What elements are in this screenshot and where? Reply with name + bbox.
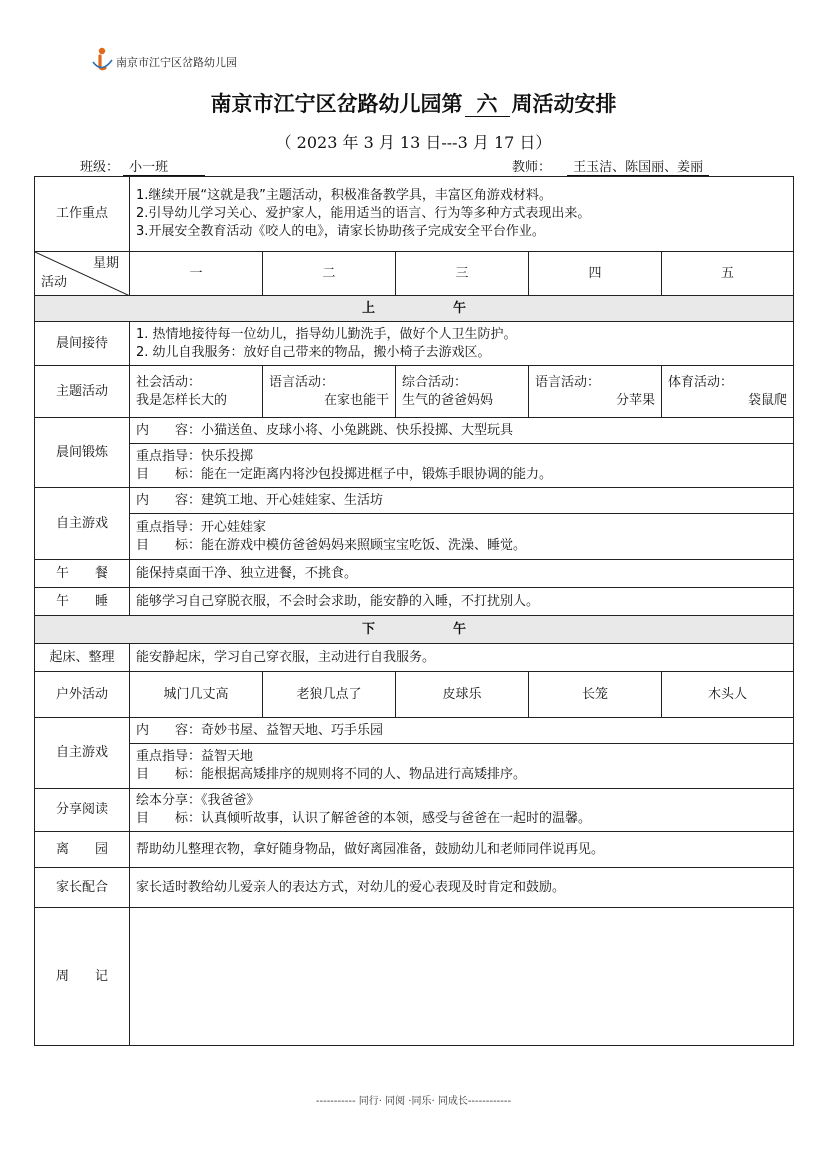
title-prefix: 南京市江宁区岔路幼儿园第 (210, 91, 463, 116)
reading-row (35, 789, 794, 832)
leave-label: 离 园 (35, 832, 130, 868)
focus-item: 1.继续开展“这就是我”主题活动，积极准备教学具，丰富区角游戏材料。 (136, 188, 552, 203)
theme-name: 在家也能干 (323, 392, 389, 408)
class-label: 班级： (80, 160, 120, 175)
greeting-line: 1. 热情地接待每一位幼儿，指导幼儿勤洗手，做好个人卫生防护。 (136, 326, 517, 342)
weekday-fri: 五 (662, 252, 794, 296)
focus-content (130, 177, 794, 252)
theme-activity-row (35, 366, 794, 418)
free-play-afternoon-goal: 目 标：能根据高矮排序的规则将不同的人、物品进行高矮排序。 (136, 767, 527, 782)
free-play-afternoon-row (35, 718, 794, 744)
family-label: 家长配合 (35, 868, 130, 908)
class-value: 小一班 (123, 156, 205, 176)
page-title (0, 88, 827, 118)
theme-type: 语言活动： (269, 374, 335, 390)
reading-content (130, 789, 794, 832)
exercise-content: 内 容：小猫送鱼、皮球小将、小兔跳跳、快乐投掷、大型玩具 (130, 418, 794, 444)
school-logo (90, 46, 237, 72)
weekday-tue: 二 (263, 252, 396, 296)
activity-corner-label: 活动 (41, 275, 68, 290)
family-row (35, 868, 794, 908)
theme-cell-mon (130, 366, 263, 418)
theme-type: 综合活动： (402, 374, 468, 390)
reading-goal: 目 标：认真倾听故事，认识了解爸爸的本领，感受与爸爸在一起时的温馨。 (136, 811, 592, 826)
reading-label: 分享阅读 (35, 789, 130, 832)
theme-cell-tue (263, 366, 396, 418)
focus-item: 3.开展安全教育活动《咬人的电》，请家长协助孩子完成安全平台作业。 (136, 224, 545, 239)
focus-label: 工作重点 (35, 177, 130, 252)
teacher-value: 王玉洁、陈国丽、姜丽 (567, 156, 709, 176)
footer-slogan: ----------- 同行· 同阅 ·同乐· 同成长------------ (315, 1096, 512, 1107)
teacher-label: 教师： (512, 160, 552, 175)
outdoor-game-fri: 木头人 (662, 672, 794, 718)
free-play-afternoon-focus: 重点指导：益智天地 (136, 749, 254, 764)
greeting-line: 2. 幼儿自我服务：放好自己带来的物品，搬小椅子去游戏区。 (136, 344, 491, 360)
greeting-label: 晨间接待 (35, 322, 130, 366)
lunch-label: 午 餐 (35, 560, 130, 588)
outdoor-label: 户外活动 (35, 672, 130, 718)
reading-book: 绘本分享：《我爸爸》 (136, 793, 260, 808)
theme-cell-fri (662, 366, 794, 418)
weekday-mon: 一 (130, 252, 263, 296)
exercise-row (35, 418, 794, 444)
theme-name: 袋鼠爬 (748, 392, 788, 408)
weekday-corner-label: 星期 (92, 256, 119, 271)
free-play-morning-guidance-row (35, 514, 794, 560)
date-range: （ 2023 年 3 月 13 日---3 月 17 日） (275, 133, 552, 152)
focus-row (35, 177, 794, 252)
free-play-afternoon-guidance-row (35, 744, 794, 789)
theme-cell-wed (396, 366, 529, 418)
afternoon-section-header: 下 午 (35, 616, 794, 644)
exercise-goal: 目 标：能在一定距离内将沙包投掷进框子中，锻炼手眼协调的能力。 (136, 466, 553, 482)
nap-text: 能够学习自己穿脱衣服，不会时会求助，能安静的入睡，不打扰别人。 (130, 588, 794, 616)
theme-name: 分苹果 (615, 392, 655, 408)
outdoor-game-wed: 皮球乐 (396, 672, 529, 718)
weekly-notes-row (35, 908, 794, 1046)
free-play-morning-goal: 目 标：能在游戏中模仿爸爸妈妈来照顾宝宝吃饭、洗澡、睡觉。 (136, 537, 527, 553)
free-play-afternoon-label: 自主游戏 (35, 718, 130, 789)
logo-icon (90, 46, 114, 72)
outdoor-row (35, 672, 794, 718)
class-info (80, 156, 205, 176)
free-play-morning-row (35, 488, 794, 514)
schedule-table (34, 176, 794, 1046)
outdoor-game-thu: 长笼 (529, 672, 662, 718)
free-play-morning-focus: 重点指导：开心娃娃家 (136, 519, 267, 535)
leave-row (35, 832, 794, 868)
family-text: 家长适时教给幼儿爱亲人的表达方式，对幼儿的爱心表现及时肯定和鼓励。 (130, 868, 794, 908)
nap-label: 午 睡 (35, 588, 130, 616)
free-play-afternoon-guidance (130, 744, 794, 789)
theme-type: 体育活动： (668, 374, 734, 390)
exercise-guidance-row (35, 444, 794, 488)
wakeup-label: 起床、整理 (35, 644, 130, 672)
week-number: 六 (465, 92, 510, 117)
weekday-header-row (35, 252, 794, 296)
nap-row (35, 588, 794, 616)
outdoor-game-tue: 老狼几点了 (263, 672, 396, 718)
theme-type: 语言活动： (535, 374, 601, 390)
theme-type: 社会活动： (136, 374, 202, 390)
focus-item: 2.引导幼儿学习关心、爱护家人，能用适当的语言、行为等多种方式表现出来。 (136, 206, 591, 221)
weekday-thu: 四 (529, 252, 662, 296)
notes-label: 周 记 (35, 908, 130, 1046)
free-play-morning-content: 内 容：建筑工地、开心娃娃家、生活坊 (130, 488, 794, 514)
title-suffix: 周活动安排 (511, 91, 617, 116)
exercise-guidance (130, 444, 794, 488)
logo-text: 南京市江宁区岔路幼儿园 (116, 56, 237, 69)
theme-cell-thu (529, 366, 662, 418)
theme-label: 主题活动 (35, 366, 130, 418)
greeting-row (35, 322, 794, 366)
weekday-activity-corner (35, 252, 130, 296)
exercise-label: 晨间锻炼 (35, 418, 130, 488)
weekday-wed: 三 (396, 252, 529, 296)
lunch-text: 能保持桌面干净、独立进餐，不挑食。 (130, 560, 794, 588)
free-play-morning-guidance (130, 514, 794, 560)
exercise-focus: 重点指导：快乐投掷 (136, 448, 254, 464)
theme-name: 生气的爸爸妈妈 (402, 392, 494, 408)
leave-text: 帮助幼儿整理衣物，拿好随身物品，做好离园准备，鼓励幼儿和老师同伴说再见。 (130, 832, 794, 868)
theme-name: 我是怎样长大的 (136, 392, 228, 408)
lunch-row (35, 560, 794, 588)
teacher-info (512, 156, 709, 176)
outdoor-game-mon: 城门几丈高 (130, 672, 263, 718)
free-play-morning-label: 自主游戏 (35, 488, 130, 560)
wakeup-text: 能安静起床，学习自己穿衣服，主动进行自我服务。 (130, 644, 794, 672)
greeting-content (130, 322, 794, 366)
notes-area[interactable] (130, 908, 794, 1046)
free-play-afternoon-content: 内 容：奇妙书屋、益智天地、巧手乐园 (130, 718, 794, 744)
wakeup-row (35, 644, 794, 672)
morning-section-header: 上 午 (35, 296, 794, 322)
